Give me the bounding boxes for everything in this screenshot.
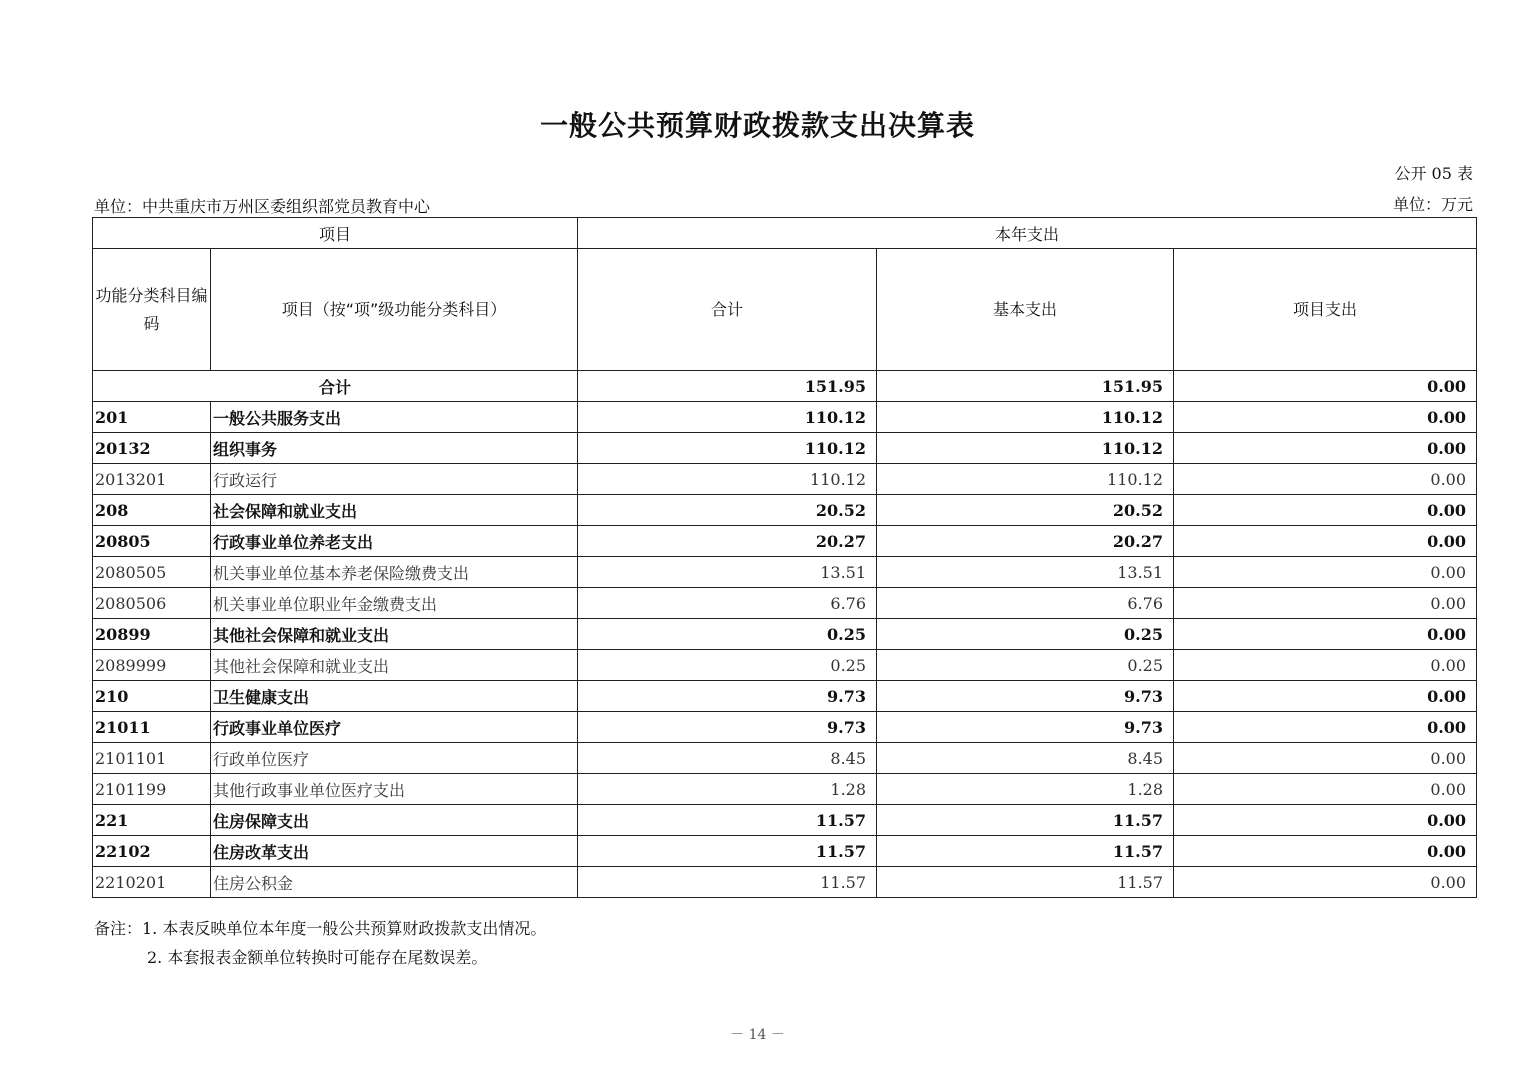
table-row	[93, 526, 1477, 557]
total-project: 0.00	[1174, 371, 1477, 402]
row-basic: 20.27	[877, 526, 1174, 557]
row-project: 0.00	[1174, 743, 1477, 774]
row-project: 0.00	[1174, 774, 1477, 805]
row-name: 卫生健康支出	[211, 681, 578, 712]
row-project: 0.00	[1174, 836, 1477, 867]
row-total: 20.27	[578, 526, 877, 557]
row-basic: 9.73	[877, 681, 1174, 712]
row-name: 行政运行	[211, 464, 578, 495]
row-project: 0.00	[1174, 867, 1477, 898]
row-name: 社会保障和就业支出	[211, 495, 578, 526]
row-name: 机关事业单位基本养老保险缴费支出	[211, 557, 578, 588]
table-row	[93, 712, 1477, 743]
row-total: 6.76	[578, 588, 877, 619]
row-total: 110.12	[578, 402, 877, 433]
note-1: 备注：1. 本表反映单位本年度一般公共预算财政拨款支出情况。	[94, 919, 547, 938]
table-row	[93, 588, 1477, 619]
row-code: 210	[93, 681, 211, 712]
row-basic: 11.57	[877, 836, 1174, 867]
row-code: 201	[93, 402, 211, 433]
table-row	[93, 464, 1477, 495]
total-row	[93, 371, 1477, 402]
row-name: 住房保障支出	[211, 805, 578, 836]
row-project: 0.00	[1174, 433, 1477, 464]
row-basic: 110.12	[877, 402, 1174, 433]
notes	[94, 914, 546, 972]
row-project: 0.00	[1174, 557, 1477, 588]
row-project: 0.00	[1174, 402, 1477, 433]
row-name: 行政单位医疗	[211, 743, 578, 774]
row-code: 2080505	[93, 557, 211, 588]
row-project: 0.00	[1174, 588, 1477, 619]
row-total: 9.73	[578, 712, 877, 743]
row-total: 11.57	[578, 867, 877, 898]
row-name: 住房改革支出	[211, 836, 578, 867]
header-code: 功能分类科目编码	[93, 249, 211, 371]
row-project: 0.00	[1174, 681, 1477, 712]
row-code: 221	[93, 805, 211, 836]
row-basic: 6.76	[877, 588, 1174, 619]
row-total: 0.25	[578, 650, 877, 681]
row-total: 8.45	[578, 743, 877, 774]
document-title: 一般公共预算财政拨款支出决算表	[539, 109, 975, 142]
row-project: 0.00	[1174, 805, 1477, 836]
expenditure-table	[92, 217, 1477, 898]
header-row-2	[93, 249, 1477, 371]
table-row	[93, 774, 1477, 805]
row-basic: 8.45	[877, 743, 1174, 774]
row-code: 208	[93, 495, 211, 526]
row-name: 住房公积金	[211, 867, 578, 898]
row-code: 22102	[93, 836, 211, 867]
table-row	[93, 619, 1477, 650]
table-row	[93, 650, 1477, 681]
row-name: 其他社会保障和就业支出	[211, 619, 578, 650]
row-code: 21011	[93, 712, 211, 743]
table-row	[93, 805, 1477, 836]
row-project: 0.00	[1174, 495, 1477, 526]
row-code: 2101199	[93, 774, 211, 805]
row-name: 其他行政事业单位医疗支出	[211, 774, 578, 805]
row-project: 0.00	[1174, 464, 1477, 495]
row-project: 0.00	[1174, 526, 1477, 557]
header-name: 项目（按“项”级功能分类科目）	[211, 249, 578, 371]
row-basic: 11.57	[877, 867, 1174, 898]
table-row	[93, 557, 1477, 588]
reporting-unit: 单位：中共重庆市万州区委组织部党员教育中心	[94, 197, 431, 216]
row-code: 20132	[93, 433, 211, 464]
page-number: － 14 －	[730, 1027, 785, 1043]
table-row	[93, 836, 1477, 867]
row-total: 0.25	[578, 619, 877, 650]
row-total: 9.73	[578, 681, 877, 712]
header-current-year: 本年支出	[578, 218, 1477, 249]
row-basic: 0.25	[877, 650, 1174, 681]
row-name: 行政事业单位医疗	[211, 712, 578, 743]
row-project: 0.00	[1174, 650, 1477, 681]
row-code: 2089999	[93, 650, 211, 681]
row-code: 2210201	[93, 867, 211, 898]
row-code: 2080506	[93, 588, 211, 619]
row-total: 1.28	[578, 774, 877, 805]
row-total: 110.12	[578, 464, 877, 495]
row-name: 其他社会保障和就业支出	[211, 650, 578, 681]
row-code: 20805	[93, 526, 211, 557]
table-row	[93, 495, 1477, 526]
form-code: 公开 05 表	[1394, 164, 1473, 183]
table-row	[93, 681, 1477, 712]
row-total: 11.57	[578, 805, 877, 836]
row-name: 一般公共服务支出	[211, 402, 578, 433]
row-total: 13.51	[578, 557, 877, 588]
row-project: 0.00	[1174, 712, 1477, 743]
row-total: 20.52	[578, 495, 877, 526]
row-code: 20899	[93, 619, 211, 650]
row-name: 行政事业单位养老支出	[211, 526, 578, 557]
header-project-expense: 项目支出	[1174, 249, 1477, 371]
total-basic: 151.95	[877, 371, 1174, 402]
row-basic: 1.28	[877, 774, 1174, 805]
row-total: 110.12	[578, 433, 877, 464]
total-label: 合计	[93, 371, 578, 402]
row-project: 0.00	[1174, 619, 1477, 650]
row-name: 组织事务	[211, 433, 578, 464]
header-project: 项目	[93, 218, 578, 249]
currency-unit: 单位：万元	[1392, 195, 1473, 214]
row-basic: 110.12	[877, 464, 1174, 495]
row-code: 2013201	[93, 464, 211, 495]
header-basic: 基本支出	[877, 249, 1174, 371]
header-row-1	[93, 218, 1477, 249]
table-row	[93, 867, 1477, 898]
table-row	[93, 433, 1477, 464]
row-basic: 9.73	[877, 712, 1174, 743]
row-basic: 0.25	[877, 619, 1174, 650]
row-total: 11.57	[578, 836, 877, 867]
total-sum: 151.95	[578, 371, 877, 402]
row-code: 2101101	[93, 743, 211, 774]
table-row	[93, 743, 1477, 774]
row-basic: 13.51	[877, 557, 1174, 588]
row-name: 机关事业单位职业年金缴费支出	[211, 588, 578, 619]
note-2: 2. 本套报表金额单位转换时可能存在尾数误差。	[147, 948, 488, 967]
row-basic: 20.52	[877, 495, 1174, 526]
table-row	[93, 402, 1477, 433]
row-basic: 11.57	[877, 805, 1174, 836]
header-total: 合计	[578, 249, 877, 371]
row-basic: 110.12	[877, 433, 1174, 464]
